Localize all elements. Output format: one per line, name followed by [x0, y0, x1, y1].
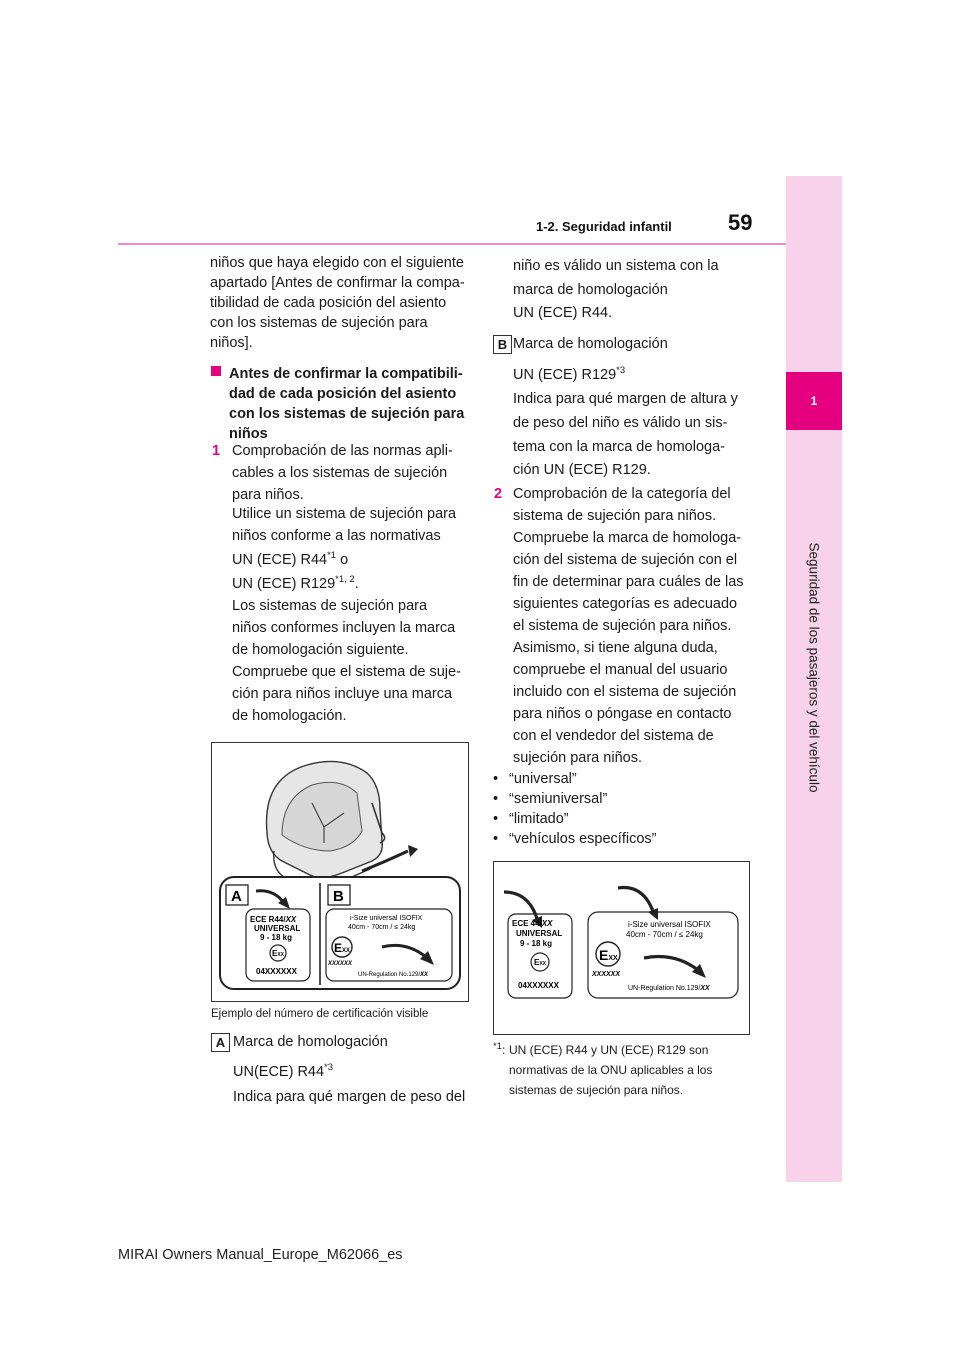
- label-b-box: B: [493, 335, 512, 354]
- regulation-r44-line: [232, 552, 348, 568]
- svg-text:ECE 44/XX: [512, 919, 553, 928]
- regulation-text: UN (ECE) R129: [513, 367, 617, 383]
- text-line: con los sistemas de sujeción para: [210, 315, 428, 331]
- r44-label-number: 04XXXXXX: [256, 967, 297, 976]
- r129-label-line1: i-Size universal ISOFIX: [628, 920, 711, 929]
- text-line: Asimismo, si tiene alguna duda,: [513, 640, 718, 656]
- figure-caption: Ejemplo del número de certificación visible: [211, 1008, 429, 1020]
- e-mark: E: [334, 941, 343, 955]
- list-item-text: “semiuniversal”: [509, 791, 608, 807]
- heading-line: Antes de confirmar la compatibili-: [229, 366, 463, 382]
- text-line: de homologación.: [232, 708, 347, 724]
- r129-label-line2: 40cm - 70cm / ≤ 24kg: [348, 924, 416, 931]
- text-line: Los sistemas de sujeción para: [232, 598, 428, 614]
- svg-text:UN-Regulation No.129/XX: [628, 985, 711, 992]
- text-line: Compruebe la marca de homologa-: [513, 530, 742, 546]
- regulation-text: UN(ECE) R44: [233, 1064, 325, 1080]
- svg-text:ECE R44/XX: [250, 915, 297, 924]
- text-line: marca de homologación: [513, 282, 668, 298]
- footnote-line: UN (ECE) R44 y UN (ECE) R129 son: [509, 1043, 709, 1057]
- e-mark-sub: XX: [539, 961, 547, 967]
- e-mark: E: [599, 947, 609, 963]
- text-line: sistema de sujeción para niños.: [513, 508, 717, 524]
- step-number: 1: [212, 443, 221, 459]
- text-line: fin de determinar para cuáles de las: [513, 574, 744, 590]
- regulation-suffix: o: [336, 552, 349, 568]
- list-item-text: “universal”: [509, 771, 577, 787]
- child-seat-illustration: [212, 743, 468, 1001]
- r44-label-line1: ECE 44/: [512, 919, 542, 928]
- footnote-ref: *1: [327, 550, 337, 562]
- section-title: 1-2. Seguridad infantil: [536, 219, 672, 234]
- text-line: de peso del niño es válido un sis-: [513, 415, 728, 431]
- heading-line: con los sistemas de sujeción para: [229, 406, 465, 422]
- list-item-text: “vehículos específicos”: [509, 831, 657, 847]
- text-line: cables a los sistemas de sujeción: [232, 465, 448, 481]
- label-b-title: Marca de homologación: [513, 336, 668, 352]
- regulation-text: UN (ECE) R129: [232, 576, 336, 592]
- list-bullet: •: [493, 831, 499, 847]
- chapter-title-text: Seguridad de los pasajeros y del vehículo: [806, 542, 822, 792]
- step-number: 2: [494, 486, 503, 502]
- regulation-text: UN (ECE) R44: [232, 552, 328, 568]
- r44-label-universal: UNIVERSAL: [254, 924, 301, 933]
- text-line: compruebe el manual del usuario: [513, 662, 728, 678]
- r129-regulation-xx: XX: [700, 985, 710, 992]
- footnote-ref: *3: [324, 1062, 334, 1074]
- r129-regulation: UN-Regulation No.129/: [358, 972, 421, 978]
- list-bullet: •: [493, 771, 499, 787]
- text-line: Utilice un sistema de sujeción para: [232, 506, 457, 522]
- text-line: ción del sistema de sujeción con el: [513, 552, 738, 568]
- text-line: niños conformes incluyen la marca: [232, 620, 456, 636]
- footnote-ref: *3: [616, 365, 626, 377]
- text-line: niños].: [210, 335, 253, 351]
- text-line: sujeción para niños.: [513, 750, 642, 766]
- r129-label-line2: 40cm - 70cm / ≤ 24kg: [626, 930, 703, 939]
- chapter-number-badge: 1: [786, 372, 842, 430]
- label-b-regulation: [513, 367, 625, 383]
- text-line: incluido con el sistema de sujeción: [513, 684, 737, 700]
- page-number: 59: [728, 210, 753, 235]
- header-rule: [118, 243, 786, 245]
- footnote-line: sistemas de sujeción para niños.: [509, 1083, 684, 1097]
- text-line: para niños o póngase en contacto: [513, 706, 732, 722]
- label-a-box: A: [211, 1033, 230, 1052]
- text-line: apartado [Antes de confirmar la compa-: [210, 275, 465, 291]
- figure-approval-labels: [493, 861, 750, 1035]
- r44-label-xx: XX: [541, 919, 553, 928]
- text-line: Compruebe que el sistema de suje-: [232, 664, 461, 680]
- r129-regulation: UN-Regulation No.129/: [628, 985, 701, 992]
- text-line: Comprobación de la categoría del: [513, 486, 731, 502]
- r129-regulation-xx: XX: [420, 972, 429, 978]
- e-mark: E: [534, 958, 540, 967]
- list-bullet: •: [493, 791, 499, 807]
- e-mark-sub: XX: [342, 948, 351, 954]
- text-line: Indica para qué margen de altura y: [513, 391, 738, 407]
- text-line: para niños.: [232, 487, 304, 503]
- footnote-ref: *1, 2: [335, 574, 355, 586]
- e-mark-sub: XX: [608, 955, 618, 962]
- r129-label-line1: i-Size universal ISOFIX: [350, 915, 423, 922]
- figure-child-seat-labels: [211, 742, 469, 1002]
- e-mark: E: [272, 949, 278, 958]
- figure-label-a: A: [231, 888, 242, 905]
- footer-document-id: MIRAI Owners Manual_Europe_M62066_es: [118, 1247, 403, 1263]
- r44-label-weight: 9 - 18 kg: [520, 939, 553, 948]
- approval-labels-illustration: [494, 862, 749, 1034]
- e-mark-sub: XX: [277, 952, 285, 958]
- svg-text:UN-Regulation No.129/XX: [358, 972, 429, 978]
- text-line: niños conforme a las normativas: [232, 528, 441, 544]
- text-line: UN (ECE) R44.: [513, 305, 613, 321]
- label-a-title: Marca de homologación: [233, 1034, 388, 1050]
- regulation-r129-line: [232, 576, 359, 592]
- r129-label-number: XXXXXX: [328, 961, 353, 967]
- r44-label-number: 04XXXXXX: [518, 981, 559, 990]
- text-line: tibilidad de cada posición del asiento: [210, 295, 447, 311]
- regulation-suffix: .: [354, 576, 359, 592]
- footnote-line: normativas de la ONU aplicables a los: [509, 1063, 713, 1077]
- list-item-text: “limitado”: [509, 811, 569, 827]
- text-line: ción UN (ECE) R129.: [513, 462, 651, 478]
- label-a-desc-line: Indica para qué margen de peso del: [233, 1089, 466, 1105]
- heading-line: niños: [229, 426, 268, 442]
- r44-label-weight: 9 - 18 kg: [260, 933, 293, 942]
- chapter-title-vertical: [786, 432, 842, 902]
- text-line: siguientes categorías es adecuado: [513, 596, 738, 612]
- text-line: con el vendedor del sistema de: [513, 728, 714, 744]
- figure-label-b: B: [333, 888, 344, 905]
- text-line: el sistema de sujeción para niños.: [513, 618, 732, 634]
- r44-label-line1: ECE R44/: [250, 915, 286, 924]
- list-bullet: •: [493, 811, 499, 827]
- r44-label-universal: UNIVERSAL: [516, 929, 563, 938]
- heading-line: dad de cada posición del asiento: [229, 386, 457, 402]
- r129-label-number: XXXXXX: [592, 971, 621, 978]
- text-line: de homologación siguiente.: [232, 642, 409, 658]
- text-line: ción para niños incluye una marca: [232, 686, 453, 702]
- heading-bullet-square: [211, 366, 221, 376]
- label-a-regulation: [233, 1064, 333, 1080]
- text-line: niños que haya elegido con el siguiente: [210, 255, 464, 271]
- text-line: niño es válido un sistema con la: [513, 258, 719, 274]
- text-line: tema con la marca de homologa-: [513, 439, 725, 455]
- r44-label-xx: XX: [285, 915, 297, 924]
- footnote-mark: $^{*1}$:: [493, 1041, 506, 1057]
- text-line: Comprobación de las normas apli-: [232, 443, 453, 459]
